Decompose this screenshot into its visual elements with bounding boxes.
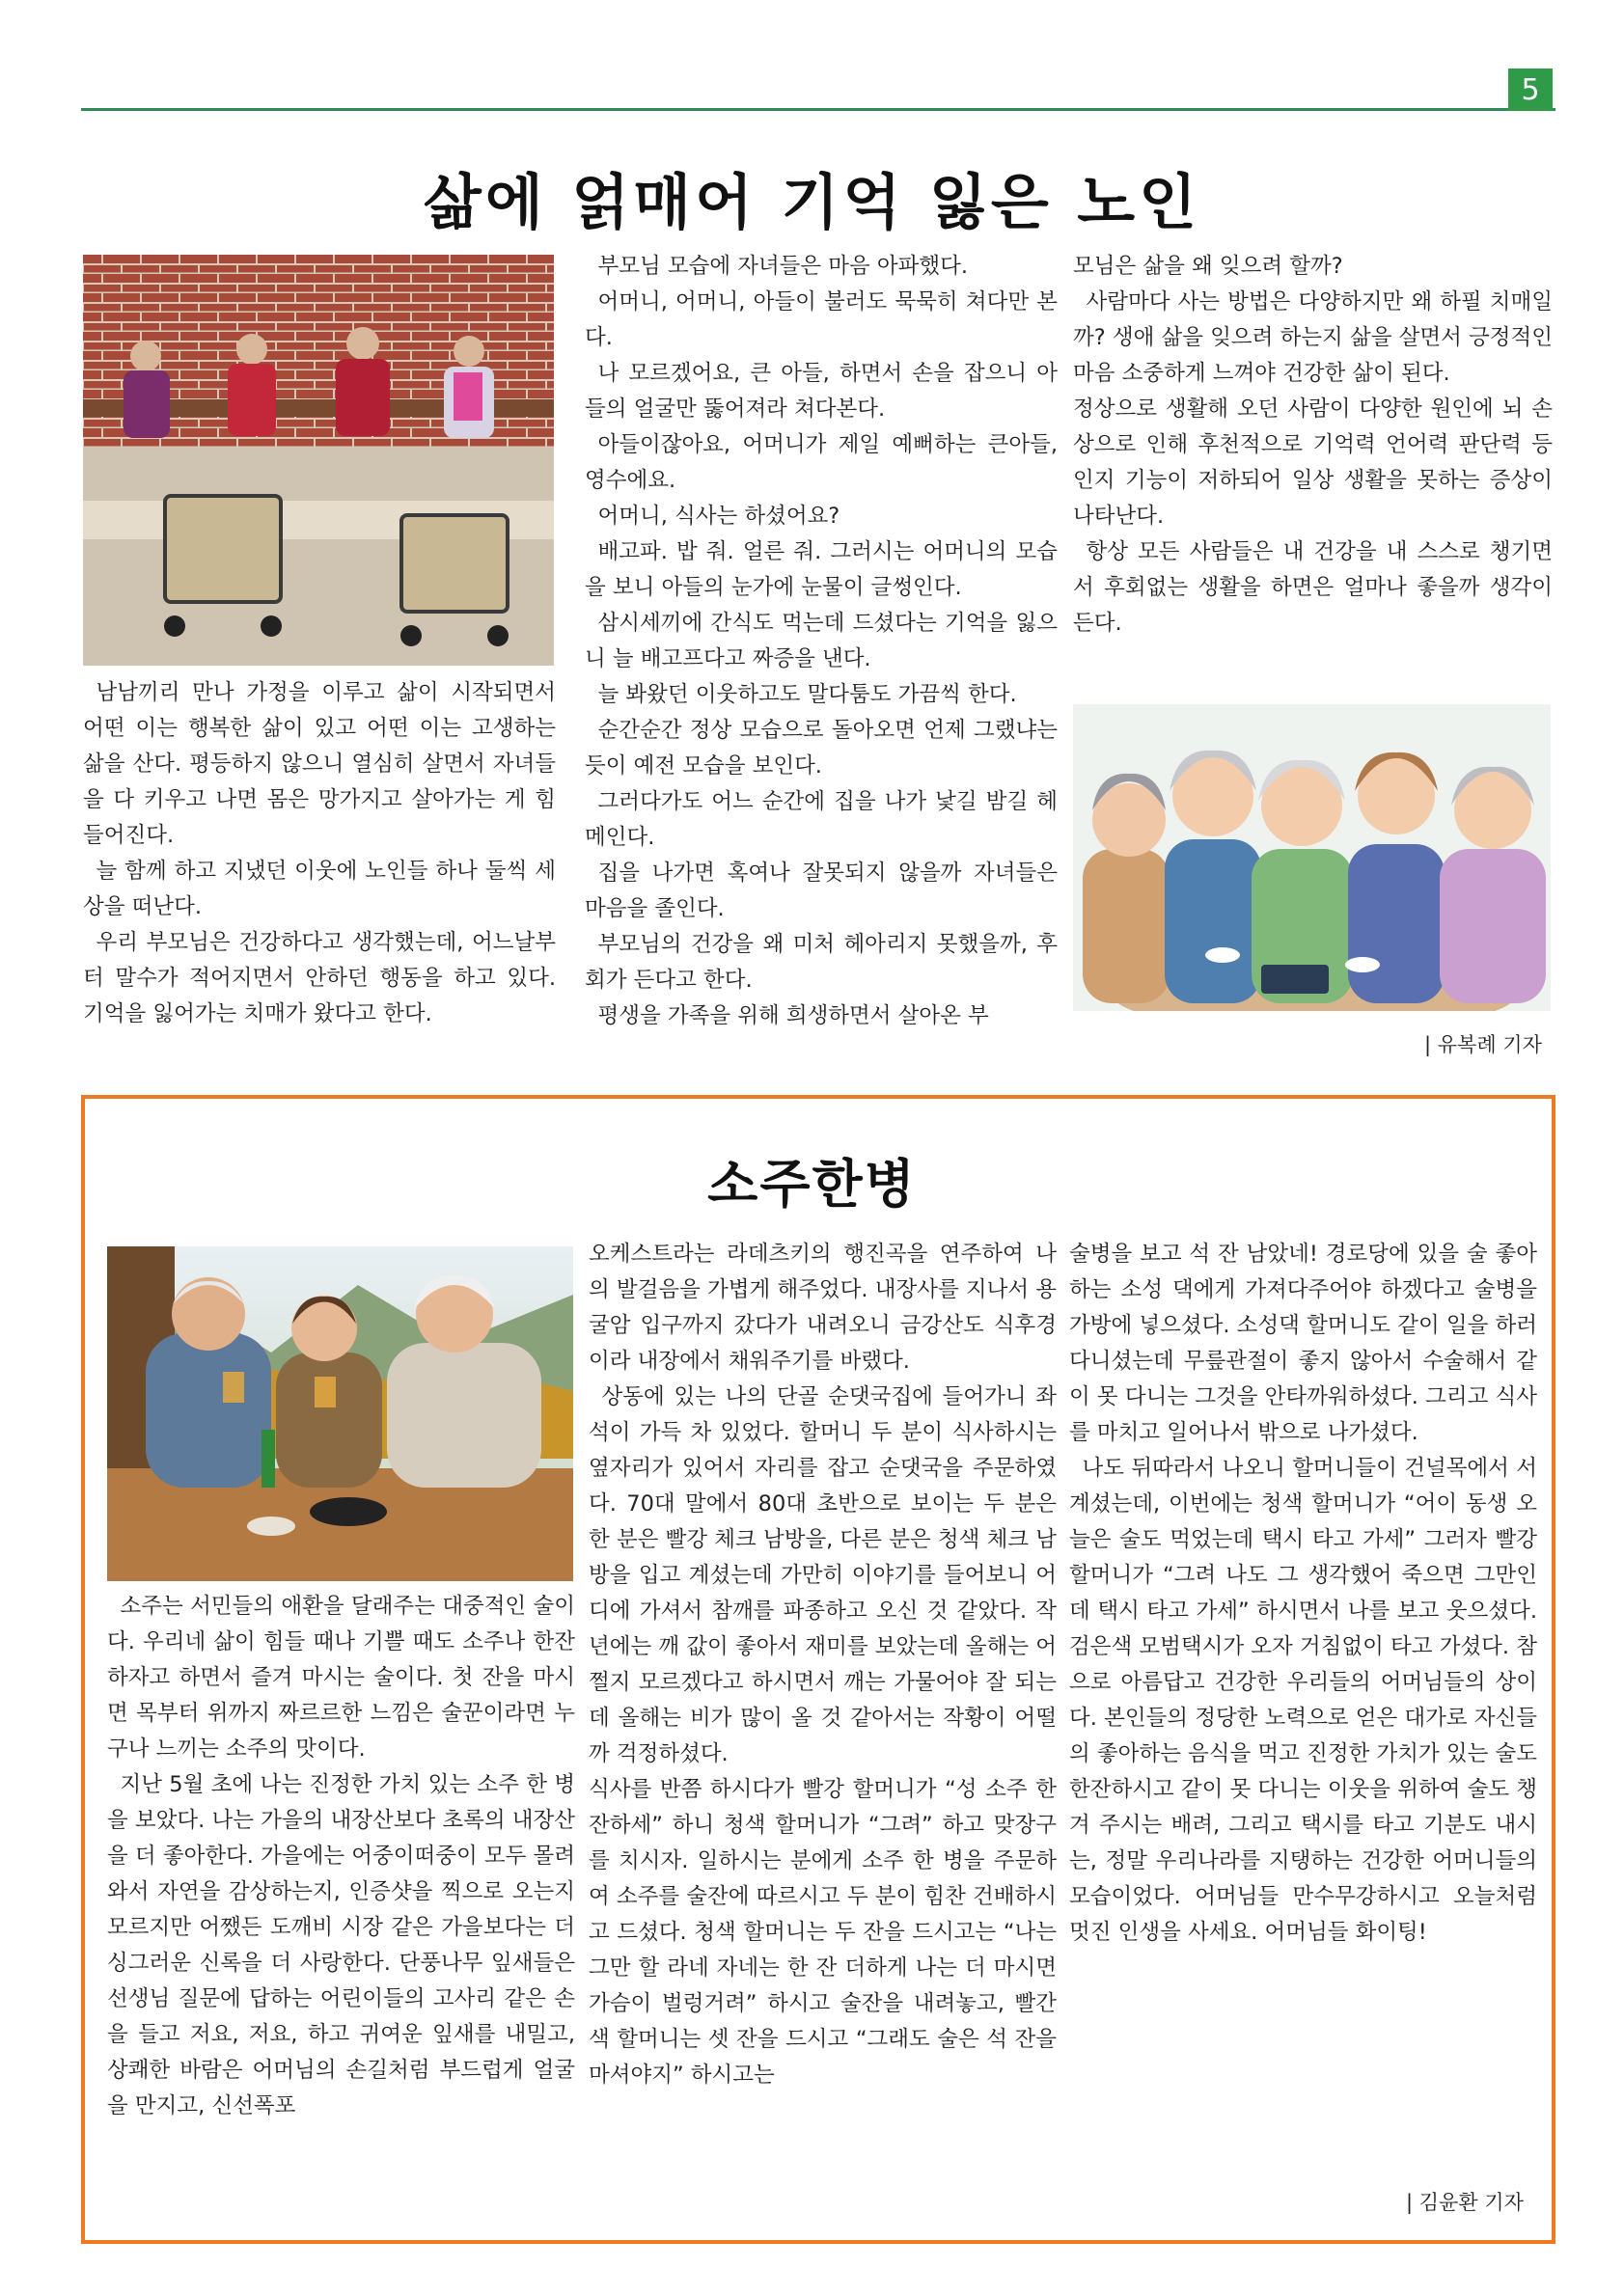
paragraph: 어머니, 어머니, 아들이 불러도 묵묵히 쳐다만 본다. (585, 289, 1058, 350)
paragraph: 부모님의 건강을 왜 미처 헤아리지 못했을까, 후회가 든다고 한다. (585, 932, 1058, 993)
paragraph: 사람마다 사는 방법은 다양하지만 왜 하필 치매일까? 생애 삶을 잊으려 하는지 삶을 살면서 긍정적인 마음 소중하게 느껴야 건강한 삶이 된다. (1073, 289, 1553, 386)
article2-column-1 (107, 1589, 575, 2124)
photo-elderly-toasting (107, 1246, 573, 1581)
paragraph: 배고파. 밥 줘. 얼른 줘. 그러시는 어머니의 모습을 보니 아들의 눈가에 눈물이 글썽인다. (585, 539, 1058, 600)
paragraph: 우리 부모님은 건강하다고 생각했는데, 어느날부터 말수가 적어지면서 안하던 행동을 하고 있다. 기억을 잃어가는 치매가 왔다고 한다. (83, 930, 556, 1026)
article2-byline: | 김윤환 기자 (1406, 2191, 1524, 2214)
paragraph: 평생을 가족을 위해 희생하면서 살아온 부 (597, 1003, 989, 1028)
paragraph: 항상 모든 사람들은 내 건강을 내 스스로 챙기면서 후회없는 생활을 하면은 얼마나 좋을까 생각이 든다. (1073, 539, 1553, 636)
paragraph: 그러다가도 어느 순간에 집을 나가 낯길 밤길 헤메인다. (585, 789, 1058, 850)
paragraph: 어머니, 식사는 하셨어요? (597, 504, 840, 529)
paragraph: 오케스트라는 라데츠키의 행진곡을 연주하여 나의 발걸음을 가볍게 해주었다. 내장사를 지나서 용굴암 입구까지 갔다가 내려오니 금강산도 식후경이라 내장에서 채워주기를 바랬다. (589, 1242, 1057, 1374)
paragraph: 집을 나가면 혹여나 잘못되지 않을까 자녀들은 마음을 졸인다. (585, 861, 1058, 921)
article1-column-3 (1073, 249, 1553, 642)
photo-elderly-women-bench (83, 255, 554, 666)
article2-column-2 (589, 1237, 1057, 2093)
paragraph: 삼시세끼에 간식도 먹는데 드셨다는 기억을 잃으니 늘 배고프다고 짜증을 낸다. (585, 611, 1058, 671)
paragraph: 남남끼리 만나 가정을 이루고 삶이 시작되면서 어떤 이는 행복한 삶이 있고 어떤 이는 고생하는 삶을 산다. 평등하지 않으니 열심히 살면서 자녀들을 다 키우고 나면 몸은 망가지고 살아가는 게 힘들어진다. (83, 680, 556, 848)
paragraph: 아들이잖아요, 어머니가 제일 예뻐하는 큰아들, 영수에요. (585, 432, 1058, 493)
paragraph: 나도 뒤따라서 나오니 할머니들이 건널목에서 서 계셨는데, 이번에는 청색 할머니가 “어이 동생 오늘은 술도 먹었는데 택시 타고 가세” 그러자 빨강 할머니가 “그려 나도 그 생각했어 죽으면 그만인데 택시 타고 가세” 하시면서 나를 보고 웃으셨다. 검은색 모범택시가 오자 거침없이 타고 가셨다. 참으로 아름답고 건강한 우리들의 어머님들의 상이다. 본인들의 정당한 노력으로 얻은 대가로 자신들의 좋아하는 음식을 먹고 진정한 가치가 있는 술도 한잔하시고 같이 못 다니는 이웃을 위하여 술도 챙겨 주시는 배려, 그리고 택시를 타고 기분도 내시는, 정말 우리나라를 지탱하는 건강한 어머니들의 모습이었다. 어머님들 만수무강하시고 오늘처럼 멋진 인생을 사세요. 어머님들 화이팅! (1069, 1456, 1537, 1945)
illustration-laughing-women (1073, 704, 1551, 1011)
article1-byline: | 유복례 기자 (1424, 1033, 1542, 1056)
paragraph: 늘 봐왔던 이웃하고도 말다툼도 가끔씩 한다. (597, 682, 1017, 707)
paragraph: 정상으로 생활해 오던 사람이 다양한 원인에 뇌 손상으로 인해 후천적으로 기억력 언어력 판단력 등 인지 기능이 저하되어 일상 생활을 못하는 증상이 나타난다. (1073, 396, 1553, 529)
paragraph: 소주는 서민들의 애환을 달래주는 대중적인 술이다. 우리네 삶이 힘들 때나 기쁠 때도 소주나 한잔하자고 하면서 즐겨 마시는 술이다. 첫 잔을 마시면 목부터 위까지 짜르르한 느낌은 술꾼이라면 누구나 느끼는 소주의 맛이다. (107, 1594, 575, 1762)
page-number: 5 (1508, 68, 1553, 111)
article1-title: 삶에 얽매어 기억 잃은 노인 (423, 167, 1201, 237)
paragraph: 술병을 보고 석 잔 남았네! 경로당에 있을 술 좋아하는 소성 댁에게 가져다주어야 하겠다고 술병을 가방에 넣으셨다. 소성댁 할머니도 같이 일을 하러 다니셨는데 무릎관절이 좋지 않아서 수술해서 같이 못 다니는 그것을 안타까워하셨다. 그리고 식사를 마치고 일어나서 밖으로 나가셨다. (1069, 1242, 1537, 1445)
paragraph: 나 모르겠어요, 큰 아들, 하면서 손을 잡으니 아들의 얼굴만 뚫어져라 쳐다본다. (585, 361, 1058, 422)
paragraph: 부모님 모습에 자녀들은 마음 아파했다. (597, 254, 969, 279)
paragraph: 상동에 있는 나의 단골 순댓국집에 들어가니 좌석이 가득 차 있었다. 할머니 두 분이 식사하시는 옆자리가 있어서 자리를 잡고 순댓국을 주문하였다. 70대 말에서 80대 초반으로 보이는 두 분은 한 분은 빨강 체크 남방을, 다른 분은 청색 체크 남방을 입고 계셨는데 가만히 이야기를 들어보니 어디에 가셔서 참깨를 파종하고 오신 것 같았다. 작년에는 깨 값이 좋아서 재미를 보았는데 올해는 어쩔지 모르겠다고 하시면서 깨는 가물어야 잘 되는데 올해는 비가 많이 올 것 같아서는 작황이 어떨까 걱정하셨다. (589, 1384, 1057, 1766)
article2-column-3 (1069, 1237, 1537, 1951)
article1-column-1 (83, 675, 556, 1032)
paragraph: 지난 5월 초에 나는 진정한 가치 있는 소주 한 병을 보았다. 나는 가을의 내장산보다 초록의 내장산을 더 좋아한다. 가을에는 어중이떠중이 모두 몰려와서 자연을 감상하는지, 인증샷을 찍으로 오는지 모르지만 어쨌든 도깨비 시장 같은 가을보다는 더 싱그러운 신록을 더 사랑한다. 단풍나무 잎새들은 선생님 질문에 답하는 어린이들의 고사리 같은 손을 들고 저요, 저요, 하고 귀여운 잎새를 내밀고, 상쾌한 바람은 어머님의 손길처럼 부드럽게 얼굴을 만지고, 신선폭포 (107, 1772, 575, 2118)
paragraph: 순간순간 정상 모습으로 돌아오면 언제 그랬냐는 듯이 예전 모습을 보인다. (585, 718, 1058, 779)
header-rule (81, 108, 1555, 111)
article1-column-2 (585, 249, 1058, 1034)
paragraph: 모님은 삶을 왜 잊으려 할까? (1073, 254, 1343, 279)
article2-title: 소주한병 (707, 1154, 917, 1215)
paragraph: 늘 함께 하고 지냈던 이웃에 노인들 하나 둘씩 세상을 떠난다. (83, 859, 556, 919)
paragraph: 식사를 반쯤 하시다가 빨강 할머니가 “성 소주 한잔하세” 하니 청색 할머니가 “그려” 하고 맞장구를 치시자. 일하시는 분에게 소주 한 병을 주문하여 소주를 술잔에 따르시고 두 분이 힘찬 건배하시고 드셨다. 청색 할머니는 두 잔을 드시고는 “나는 그만 할 라네 자네는 한 잔 더하게 나는 더 마시면 가슴이 벌렁거려” 하시고 술잔을 내려놓고, 빨간색 할머니는 셋 잔을 드시고 “그래도 술은 석 잔을 마셔야지” 하시고는 (589, 1777, 1057, 2088)
